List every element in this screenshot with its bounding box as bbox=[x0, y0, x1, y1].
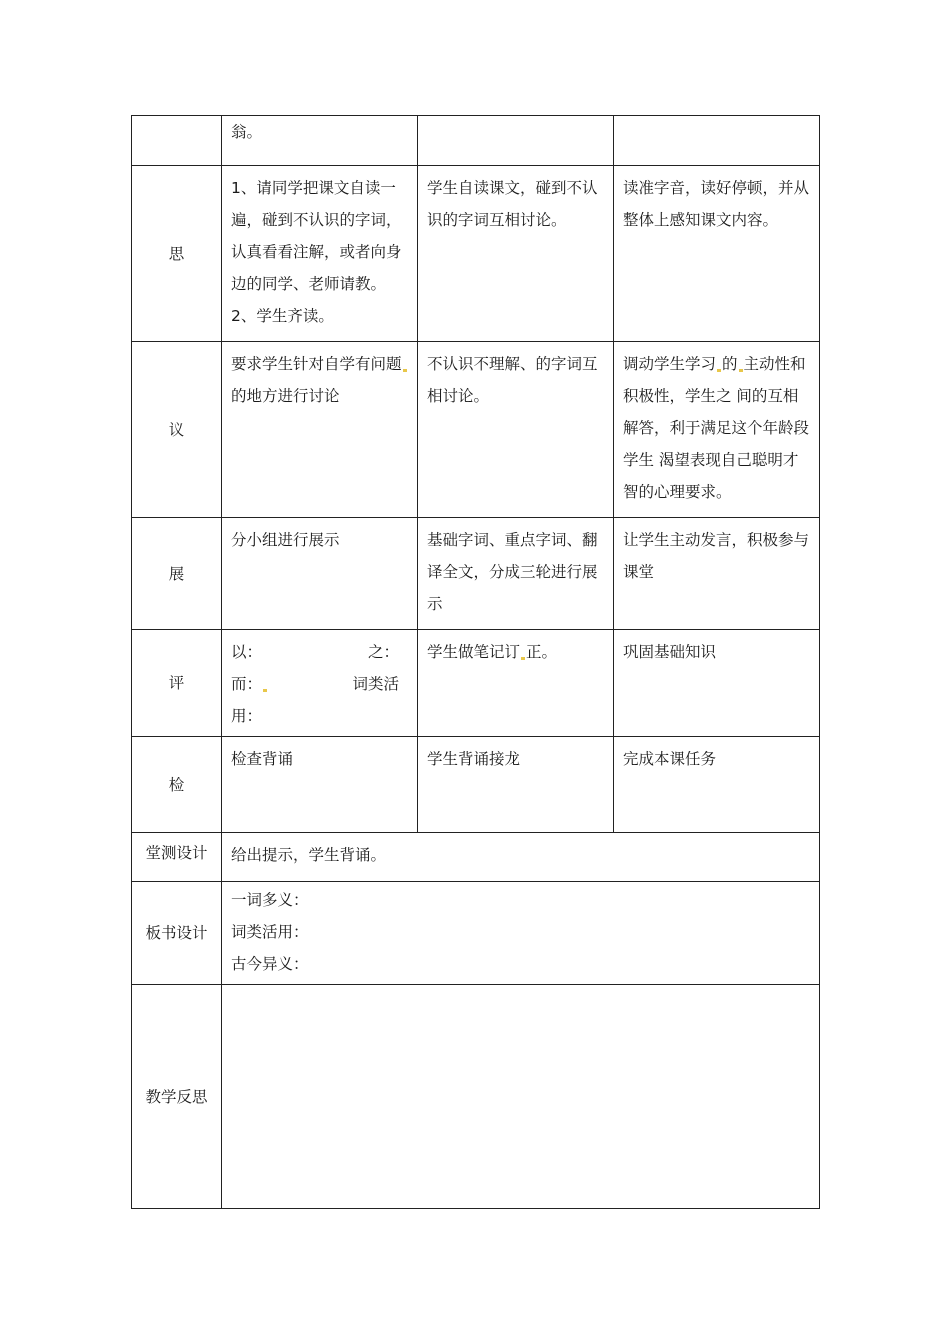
table-row bbox=[132, 737, 820, 833]
highlight-mark bbox=[521, 657, 525, 660]
in-class-test-cell: 给出提示，学生背诵。 bbox=[222, 833, 820, 882]
design-purpose-cell: 让学生主动发言，积极参与课堂 bbox=[614, 518, 820, 630]
student-activity-cell bbox=[418, 630, 614, 737]
highlight-mark bbox=[717, 369, 721, 372]
design-purpose-cell: 巩固基础知识 bbox=[614, 630, 820, 737]
student-activity-cell bbox=[418, 116, 614, 166]
teacher-text-part bbox=[231, 668, 268, 700]
teacher-activity-cell: 检查背诵 bbox=[222, 737, 418, 833]
purpose-text-part: 的 bbox=[722, 355, 738, 373]
teacher-text-part: 词类活 bbox=[352, 675, 399, 693]
teacher-text-part: 而： bbox=[231, 675, 263, 693]
student-text-part: 学生做笔记订 bbox=[427, 643, 521, 661]
student-activity-cell: 不认识不理解、的字词互相讨论。 bbox=[418, 342, 614, 518]
row-label: 思 bbox=[132, 166, 222, 342]
student-activity-cell: 基础字词、重点字词、翻译全文，分成三轮进行展示 bbox=[418, 518, 614, 630]
table-row bbox=[132, 518, 820, 630]
row-label bbox=[132, 116, 222, 166]
teacher-activity-cell bbox=[222, 342, 418, 518]
teacher-line bbox=[231, 668, 399, 700]
row-label: 评 bbox=[132, 630, 222, 737]
blackboard-line: 词类活用： bbox=[231, 923, 309, 941]
design-purpose-cell: 完成本课任务 bbox=[614, 737, 820, 833]
purpose-text-part: 主动性和积极性，学生之 间的互相解答，利于满足这个年龄段学生 渴望表现自己聪明才智的心理要求。 bbox=[623, 355, 810, 501]
table-row bbox=[132, 342, 820, 518]
row-label: 检 bbox=[132, 737, 222, 833]
highlight-mark bbox=[403, 369, 407, 372]
row-label: 堂测设计 bbox=[132, 833, 222, 882]
row-label: 教学反思 bbox=[132, 985, 222, 1209]
student-activity-cell: 学生自读课文，碰到不认识的字词互相讨论。 bbox=[418, 166, 614, 342]
teacher-line: 用： bbox=[231, 707, 263, 725]
purpose-text-part: 调动学生学习 bbox=[623, 355, 717, 373]
blackboard-design-cell bbox=[222, 882, 820, 985]
table-row bbox=[132, 630, 820, 737]
blackboard-line: 一词多义： bbox=[231, 891, 309, 909]
highlight-mark bbox=[739, 369, 743, 372]
table-row bbox=[132, 985, 820, 1209]
blackboard-line: 古今异义： bbox=[231, 955, 309, 973]
student-activity-cell: 学生背诵接龙 bbox=[418, 737, 614, 833]
table-row bbox=[132, 882, 820, 985]
design-purpose-cell bbox=[614, 116, 820, 166]
row-label: 展 bbox=[132, 518, 222, 630]
student-text-part: 正。 bbox=[526, 643, 558, 661]
teacher-text-part: 以： bbox=[231, 643, 263, 661]
design-purpose-cell bbox=[614, 342, 820, 518]
teacher-activity-cell: 分小组进行展示 bbox=[222, 518, 418, 630]
teaching-reflection-cell bbox=[222, 985, 820, 1209]
teacher-line bbox=[231, 636, 399, 668]
row-label: 板书设计 bbox=[132, 882, 222, 985]
lesson-plan-table bbox=[131, 115, 820, 1209]
row-label: 议 bbox=[132, 342, 222, 518]
table-row bbox=[132, 166, 820, 342]
table-row bbox=[132, 116, 820, 166]
teacher-text-part: 之： bbox=[367, 643, 399, 661]
highlight-mark bbox=[263, 689, 267, 692]
teacher-activity-cell bbox=[222, 630, 418, 737]
teacher-activity-cell: 翁。 bbox=[222, 116, 418, 166]
teacher-text-part: 要求学生针对自学有问题 bbox=[231, 355, 402, 373]
table-row bbox=[132, 833, 820, 882]
teacher-activity-cell: 1、请同学把课文自读一遍，碰到不认识的字词，认真看看注解，或者向身边的同学、老师请教。 2、学生齐读。 bbox=[222, 166, 418, 342]
design-purpose-cell: 读准字音，读好停顿，并从整体上感知课文内容。 bbox=[614, 166, 820, 342]
teacher-text-part: 的地方进行讨论 bbox=[231, 387, 340, 405]
